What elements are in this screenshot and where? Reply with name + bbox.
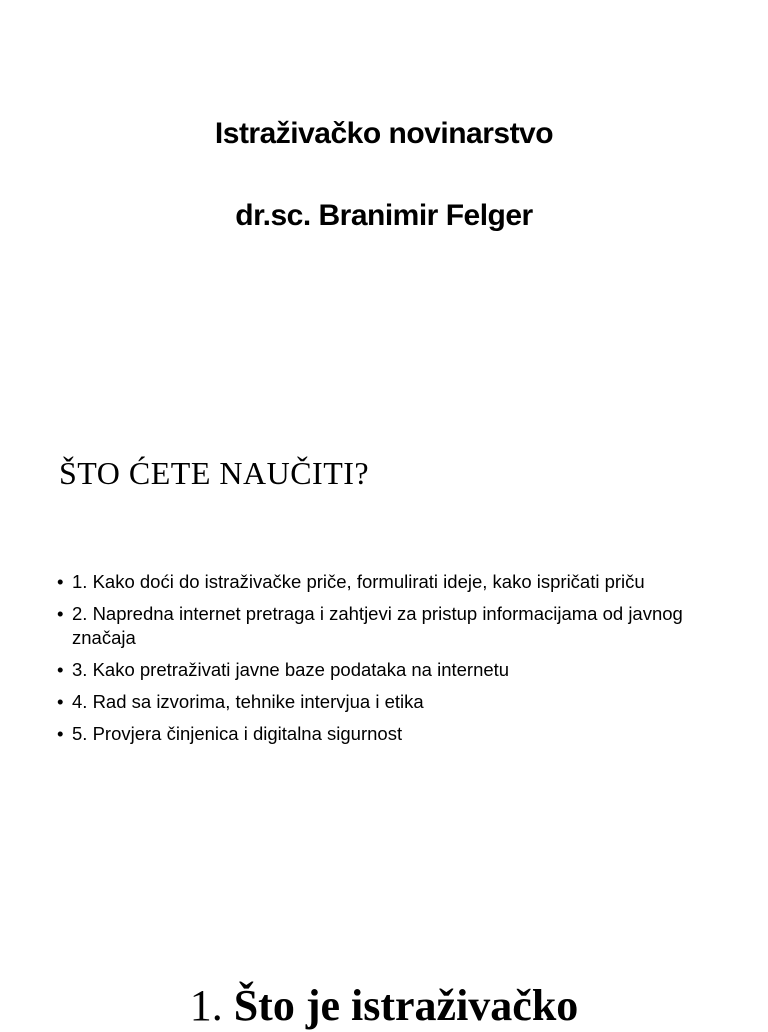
list-item bbox=[57, 570, 717, 594]
bullet-icon: • bbox=[57, 691, 64, 712]
topic-list bbox=[57, 570, 717, 754]
bullet-icon: • bbox=[57, 723, 64, 744]
title-slide bbox=[0, 0, 768, 380]
next-slide-heading bbox=[0, 980, 768, 1032]
next-slide-number: 1. bbox=[189, 981, 223, 1030]
bullet-icon: • bbox=[57, 571, 64, 592]
presentation-author: dr.sc. Branimir Felger bbox=[235, 199, 533, 232]
list-item-text: 2. Napredna internet pretraga i zahtjevi za pristup informacijama od javnog značaja bbox=[72, 603, 683, 648]
list-item-text: 3. Kako pretraživati javne baze podataka na internetu bbox=[72, 659, 510, 680]
next-slide-title: Što je istraživačko bbox=[233, 981, 579, 1030]
list-item bbox=[57, 602, 717, 650]
list-item bbox=[57, 658, 717, 682]
next-slide-preview bbox=[0, 960, 768, 1030]
list-item bbox=[57, 722, 717, 746]
bullet-icon: • bbox=[57, 603, 64, 624]
section-heading: ŠTO ĆETE NAUČITI? bbox=[59, 455, 370, 491]
list-item-text: 1. Kako doći do istraživačke priče, formulirati ideje, kako ispričati priču bbox=[72, 571, 645, 592]
list-item-text: 5. Provjera činjenica i digitalna sigurnost bbox=[72, 723, 403, 744]
bullet-icon: • bbox=[57, 659, 64, 680]
list-item bbox=[57, 690, 717, 714]
presentation-title: Istraživačko novinarstvo bbox=[214, 117, 554, 150]
learning-goals-slide bbox=[0, 400, 768, 920]
list-item-text: 4. Rad sa izvorima, tehnike intervjua i etika bbox=[72, 691, 424, 712]
